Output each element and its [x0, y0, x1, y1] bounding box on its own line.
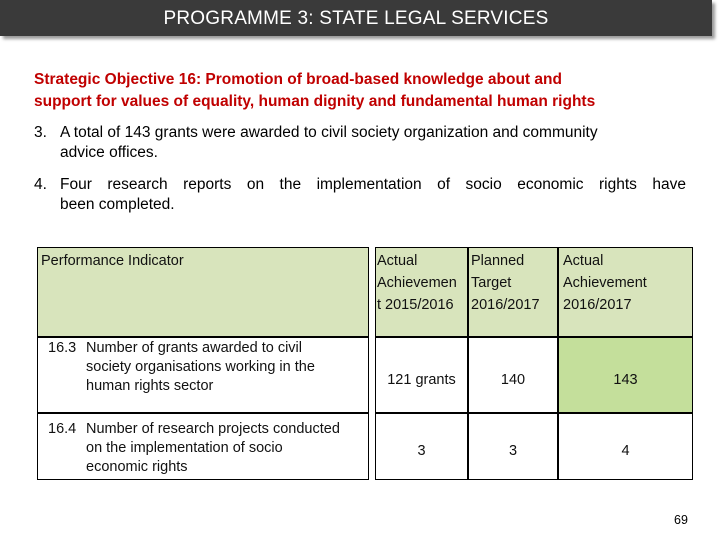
slide-title-bar [0, 0, 712, 36]
point-number: 3. [34, 124, 47, 141]
strategic-objective [34, 69, 694, 113]
cell-value: 3 [508, 443, 518, 459]
indicator-number: 16.4 [48, 421, 77, 437]
point-text-line-1: Four research reports on the implementation of socio economic rights have [60, 176, 686, 193]
table-cell-actual-prev [375, 337, 468, 413]
table-cell-actual-prev [375, 413, 468, 480]
header-label: Actual [563, 253, 604, 269]
point-text-line-1: A total of 143 grants were awarded to civil society organization and community [60, 124, 598, 141]
indicator-line: economic rights [86, 459, 188, 475]
cell-value: 3 [417, 443, 426, 459]
header-label: Target [471, 275, 512, 291]
page-number: 69 [674, 513, 688, 527]
point-text-line-2: advice offices. [60, 144, 158, 161]
indicator-line: Number of grants awarded to civil [86, 340, 302, 356]
header-planned-target [468, 247, 558, 337]
cell-value: 143 [613, 372, 638, 388]
cell-value: 140 [500, 372, 526, 388]
table-cell-planned [468, 337, 558, 413]
header-label: Achievement [563, 275, 647, 291]
indicator-line: Number of research projects conducted [86, 421, 340, 437]
header-label: 2016/2017 [563, 297, 632, 313]
indicator-line: society organisations working in the [86, 359, 315, 375]
table-row-indicator [37, 337, 369, 413]
table-cell-actual-curr [558, 413, 693, 480]
point-4 [34, 175, 686, 215]
header-label: Actual [377, 253, 418, 269]
indicator-number: 16.3 [48, 340, 77, 356]
header-performance-indicator [37, 247, 369, 337]
indicator-text [86, 420, 369, 477]
indicator-line: on the implementation of socio [86, 440, 283, 456]
header-label: t 2015/2016 [377, 297, 454, 313]
header-label: Planned [471, 253, 525, 269]
indicator-text [86, 339, 369, 396]
objective-line-2: support for values of equality, human dignity and fundamental human rights [34, 93, 596, 110]
cell-value: 121 grants [387, 372, 456, 388]
indicator-line: human rights sector [86, 378, 214, 394]
table-cell-planned [468, 413, 558, 480]
header-label: Achievemen [377, 275, 457, 291]
table-cell-actual-curr [558, 337, 693, 413]
point-number: 4. [34, 176, 47, 193]
objective-line-1: Strategic Objective 16: Promotion of broad-based knowledge about and [34, 71, 562, 88]
cell-value: 4 [621, 443, 630, 459]
point-text-line-2: been completed. [60, 196, 175, 213]
point-3 [34, 123, 686, 163]
slide-title: PROGRAMME 3: STATE LEGAL SERVICES [163, 8, 549, 29]
header-actual-curr [558, 247, 693, 337]
header-label: 2016/2017 [471, 297, 540, 313]
table-row-indicator [37, 413, 369, 480]
header-label: Performance Indicator [41, 253, 184, 269]
header-actual-prev [375, 247, 468, 337]
